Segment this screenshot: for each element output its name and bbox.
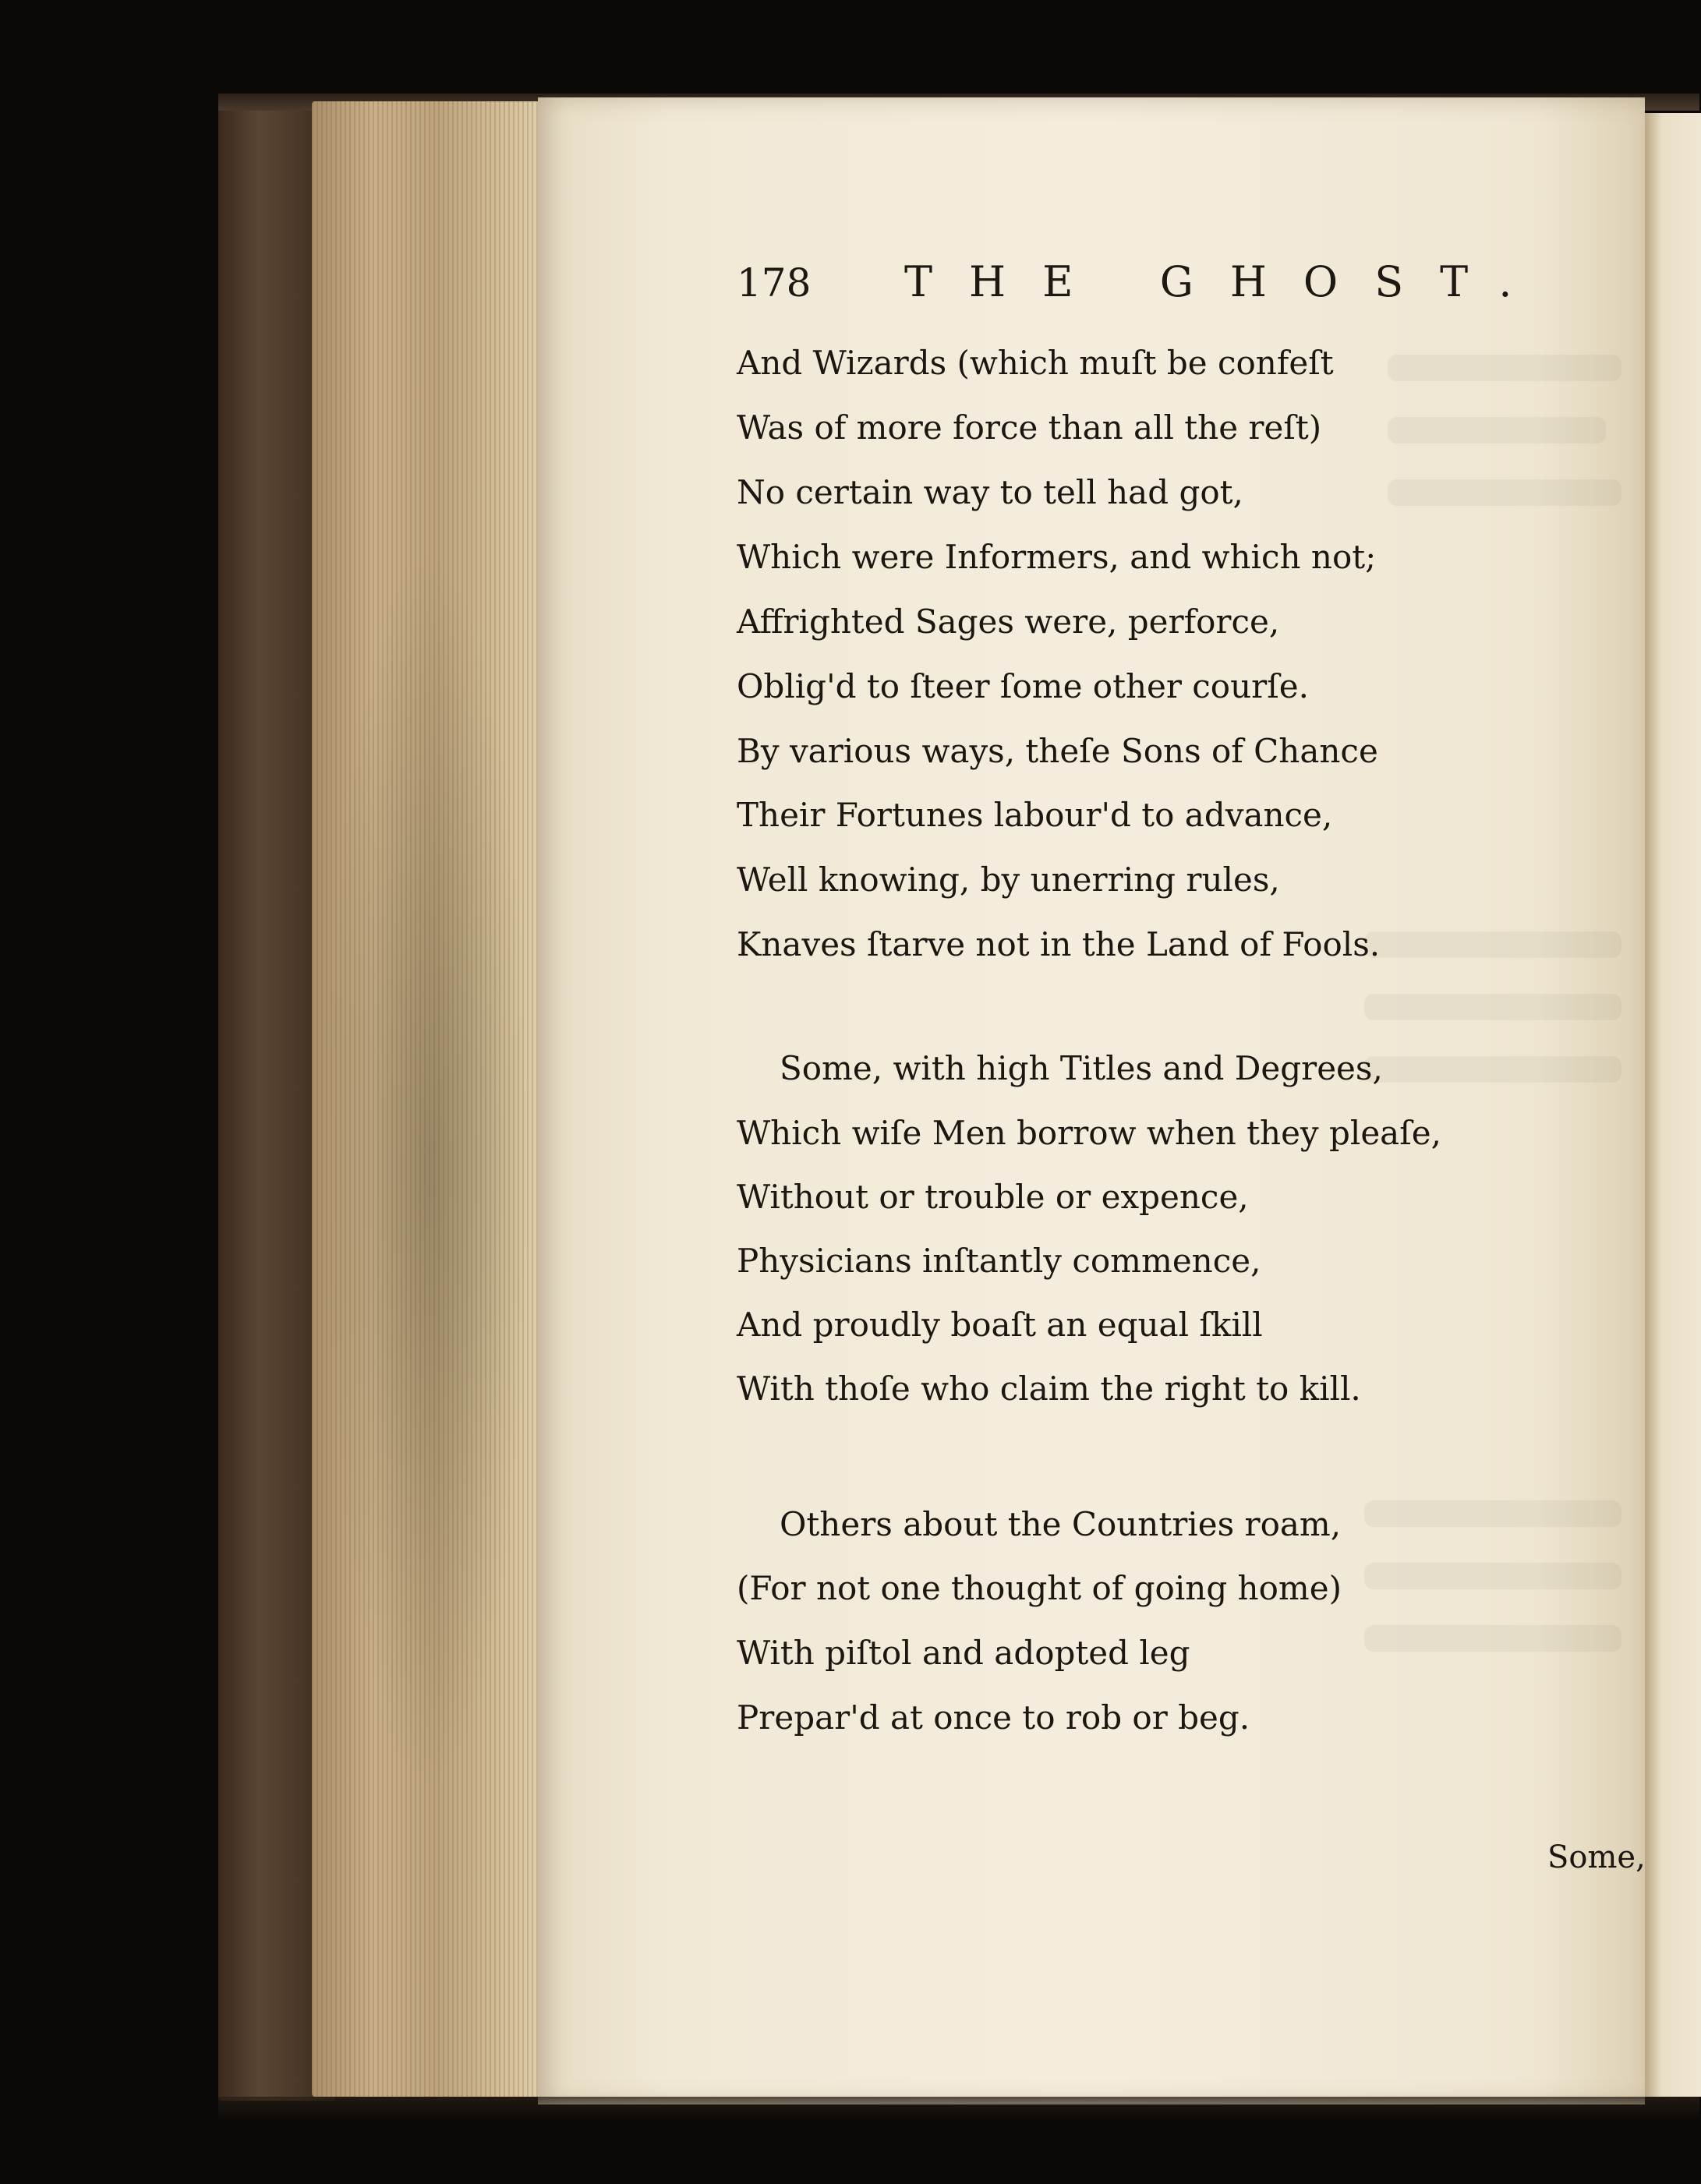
poem-line: Physicians inſtantly commence, xyxy=(737,1242,1261,1280)
show-through xyxy=(1364,1056,1621,1083)
page-edges-stain xyxy=(327,546,530,1793)
show-through xyxy=(1364,931,1621,958)
catchword: Some, xyxy=(1547,1839,1646,1875)
show-through xyxy=(1388,417,1606,444)
poem-line: Was of more force than all the reſt) xyxy=(737,408,1322,447)
running-title: THE GHOST. xyxy=(904,257,1549,306)
poem-line: Which wiſe Men borrow when they pleaſe, xyxy=(737,1114,1441,1152)
next-page-edge xyxy=(1645,113,1701,2097)
poem-line: Which were Informers, and which not; xyxy=(737,538,1377,576)
poem-line: Some, with high Titles and Degrees, xyxy=(780,1049,1383,1087)
show-through xyxy=(1364,1500,1621,1527)
show-through xyxy=(1364,1563,1621,1589)
poem-line: No certain way to tell had got, xyxy=(737,473,1243,511)
poem-line: Affrighted Sages were, perforce, xyxy=(737,603,1280,641)
bottom-shadow xyxy=(218,2097,1699,2120)
show-through xyxy=(1388,479,1621,506)
poem-line: With piſtol and adopted leg xyxy=(737,1634,1190,1672)
show-through xyxy=(1364,994,1621,1020)
show-through xyxy=(1388,355,1621,381)
poem-line: And proudly boaſt an equal ſkill xyxy=(737,1306,1263,1344)
poem-line: Their Fortunes labour'd to advance, xyxy=(737,796,1333,834)
page-number: 178 xyxy=(737,260,812,306)
poem-line: Prepar'd at once to rob or beg. xyxy=(737,1698,1250,1737)
poem-line: Without or trouble or expence, xyxy=(737,1178,1249,1216)
poem-line: Knaves ſtarve not in the Land of Fools. xyxy=(737,925,1381,963)
poem-line: Oblig'd to ſteer ſome other courſe. xyxy=(737,667,1309,705)
poem-line: By various ways, theſe Sons of Chance xyxy=(737,732,1378,770)
poem-line: And Wizards (which muſt be confeſt xyxy=(737,344,1334,382)
poem-line: Well knowing, by unerring rules, xyxy=(737,861,1280,899)
poem-line: Others about the Countries roam, xyxy=(780,1505,1342,1543)
poem-line: (For not one thought of going home) xyxy=(737,1569,1342,1607)
running-head xyxy=(737,257,1549,320)
show-through xyxy=(1364,1625,1621,1652)
poem-line: With thoſe who claim the right to kill. xyxy=(737,1369,1361,1408)
book-page xyxy=(538,97,1645,2104)
